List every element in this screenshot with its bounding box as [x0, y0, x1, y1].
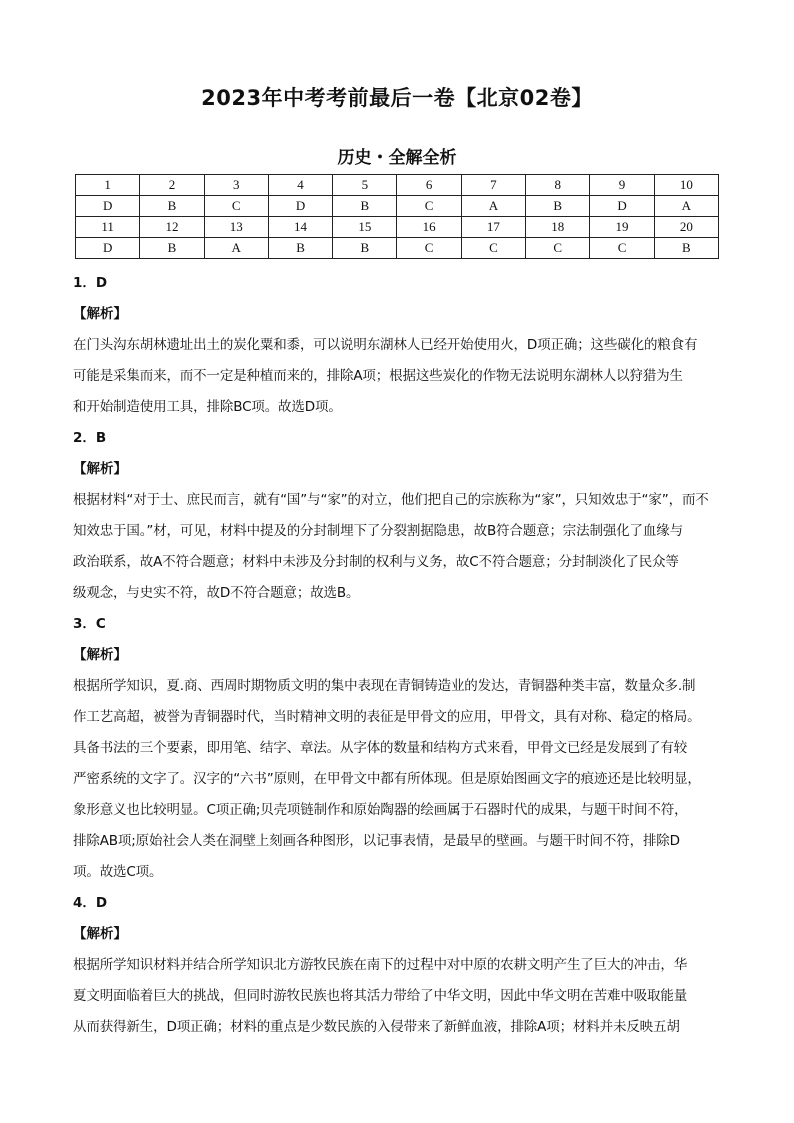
analysis-line: 根据所学知识，夏.商、西周时期物质文明的集中表现在青铜铸造业的发达，青铜器种类丰富，数量众多.制: [73, 678, 696, 694]
answer-cell: C: [204, 196, 268, 217]
question-explanation: [73, 268, 721, 423]
analysis-label: 【解析】: [73, 306, 127, 322]
analysis-line: 根据所学知识材料并结合所学知识北方游牧民族在南下的过程中对中原的农耕文明产生了巨大的冲击，华: [73, 957, 688, 973]
analysis-line: 在门头沟东胡林遗址出土的炭化粟和黍，可以说明东湖林人已经开始使用火，D项正确；这些碳化的粮食有: [73, 337, 698, 353]
explanations: [73, 268, 721, 1043]
page-subtitle: 历史・全解全析: [337, 148, 457, 168]
answer-row: [76, 196, 719, 217]
question-number-cell: 15: [333, 217, 397, 238]
question-answer-heading: 2．B: [73, 430, 107, 446]
analysis-line: 从而获得新生，D项正确；材料的重点是少数民族的入侵带来了新鲜血液，排除A项；材料并未反映五胡: [73, 1019, 680, 1035]
answer-cell: B: [526, 196, 590, 217]
question-number-cell: 4: [268, 175, 332, 196]
question-explanation: [73, 423, 721, 609]
answer-cell: B: [333, 238, 397, 259]
question-number-cell: 6: [397, 175, 461, 196]
answer-cell: C: [397, 238, 461, 259]
question-number-cell: 12: [140, 217, 204, 238]
question-number-cell: 19: [590, 217, 654, 238]
analysis-line: 夏文明面临着巨大的挑战，但同时游牧民族也将其活力带给了中华文明，因此中华文明在苦难中吸取能量: [73, 988, 688, 1004]
answer-cell: B: [333, 196, 397, 217]
answer-cell: B: [140, 238, 204, 259]
question-answer-heading: 4．D: [73, 895, 108, 911]
question-explanation: [73, 888, 721, 1043]
answer-cell: A: [654, 196, 718, 217]
answer-cell: A: [461, 196, 525, 217]
question-number-row: [76, 217, 719, 238]
analysis-text: [73, 330, 721, 423]
analysis-line: 象形意义也比较明显。C项正确;贝壳项链制作和原始陶器的绘画属于石器时代的成果，与题干时间不符，: [73, 802, 688, 818]
analysis-label: 【解析】: [73, 461, 127, 477]
question-number-cell: 20: [654, 217, 718, 238]
question-number-cell: 13: [204, 217, 268, 238]
analysis-line: 项。故选C项。: [73, 864, 163, 880]
analysis-text: [73, 671, 721, 888]
analysis-line: 具备书法的三个要素，即用笔、结字、章法。从字体的数量和结构方式来看，甲骨文已经是发展到了有较: [73, 740, 688, 756]
question-number-cell: 1: [76, 175, 140, 196]
analysis-line: 根据材料“对于士、庶民而言，就有“国”与“家”的对立，他们把自己的宗族称为“家”，只知效忠于“家”，而不: [73, 492, 709, 508]
answer-cell: D: [76, 238, 140, 259]
question-number-cell: 2: [140, 175, 204, 196]
analysis-line: 严密系统的文字了。汉字的“六书”原则，在甲骨文中都有所体现。但是原始图画文字的痕迹还是比较明显，: [73, 771, 701, 787]
analysis-line: 作工艺高超，被誉为青铜器时代，当时精神文明的表征是甲骨文的应用，甲骨文，具有对称、稳定的格局。: [73, 709, 701, 725]
question-number-cell: 11: [76, 217, 140, 238]
analysis-line: 和开始制造使用工具，排除BC项。故选D项。: [73, 399, 342, 415]
answer-cell: C: [590, 238, 654, 259]
analysis-label: 【解析】: [73, 647, 127, 663]
question-answer-heading: 3．C: [73, 616, 106, 632]
analysis-line: 政治联系，故A不符合题意；材料中未涉及分封制的权利与义务，故C不符合题意；分封制淡化了民众等: [73, 554, 679, 570]
answer-cell: D: [76, 196, 140, 217]
answer-cell: A: [204, 238, 268, 259]
analysis-line: 可能是采集而来，而不一定是种植而来的，排除A项；根据这些炭化的作物无法说明东湖林人以狩猎为生: [73, 368, 683, 384]
analysis-line: 知效忠于国。”材，可见，材料中提及的分封制埋下了分裂割据隐患，故B符合题意；宗法制强化了血缘与: [73, 523, 683, 539]
question-number-cell: 14: [268, 217, 332, 238]
page-title: 2023年中考考前最后一卷【北京02卷】: [201, 86, 593, 110]
answer-cell: C: [526, 238, 590, 259]
analysis-text: [73, 485, 721, 609]
question-number-cell: 16: [397, 217, 461, 238]
answer-cell: B: [268, 238, 332, 259]
question-number-row: [76, 175, 719, 196]
answer-table: [75, 174, 719, 259]
analysis-line: 排除AB项;原始社会人类在洞壁上刻画各种图形，以记事表情，是最早的壁画。与题干时间不符，排除D: [73, 833, 680, 849]
answer-row: [76, 238, 719, 259]
question-number-cell: 18: [526, 217, 590, 238]
answer-cell: C: [397, 196, 461, 217]
answer-cell: D: [590, 196, 654, 217]
question-number-cell: 9: [590, 175, 654, 196]
question-number-cell: 17: [461, 217, 525, 238]
answer-cell: B: [140, 196, 204, 217]
answer-cell: D: [268, 196, 332, 217]
analysis-label: 【解析】: [73, 926, 127, 942]
question-number-cell: 10: [654, 175, 718, 196]
analysis-text: [73, 950, 721, 1043]
answer-cell: C: [461, 238, 525, 259]
question-answer-heading: 1．D: [73, 275, 108, 291]
question-number-cell: 8: [526, 175, 590, 196]
question-number-cell: 5: [333, 175, 397, 196]
question-number-cell: 3: [204, 175, 268, 196]
question-number-cell: 7: [461, 175, 525, 196]
answer-cell: B: [654, 238, 718, 259]
analysis-line: 级观念，与史实不符，故D不符合题意；故选B。: [73, 585, 360, 601]
question-explanation: [73, 609, 721, 888]
